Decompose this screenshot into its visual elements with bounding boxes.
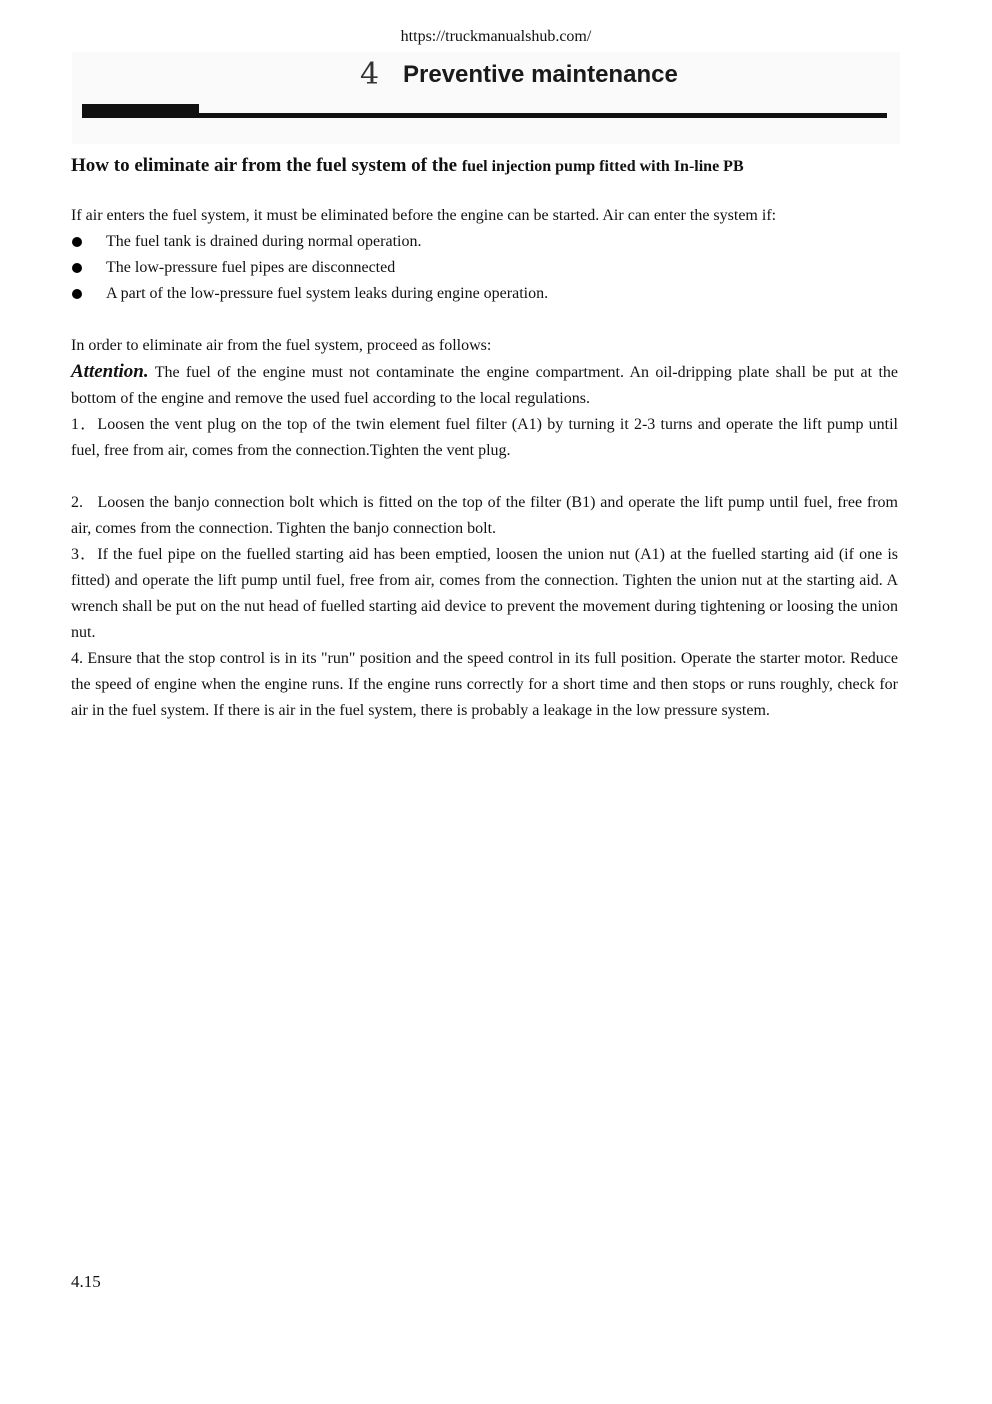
page-number: 4.15	[71, 1272, 101, 1291]
attention-label: Attention.	[71, 361, 149, 382]
step-2: 2. Loosen the banjo connection bolt which is fitted on the top of the filter (B1) and operate the lift pump until fuel, free from air, comes from the connection. Tighten the banjo connection bolt.	[71, 494, 902, 537]
header-rule-thick	[82, 104, 199, 118]
attention-note	[71, 359, 898, 412]
attention-text: The fuel of the engine must not contaminate the engine compartment. An oil-dripping plate shall be put at the bottom of the engine and remove the used fuel according to the local regulations.	[71, 364, 898, 407]
cause-list	[71, 229, 898, 307]
list-item	[71, 255, 898, 281]
chapter-number: 4	[360, 57, 380, 92]
intro-paragraph: If air enters the fuel system, it must be eliminated before the engine can be started. Air can enter the system if:	[71, 207, 777, 224]
section-heading-main: How to eliminate air from the fuel system of the	[71, 155, 462, 176]
list-item	[71, 229, 898, 255]
bullet-icon	[72, 237, 82, 247]
chapter-title: Preventive maintenance	[403, 61, 678, 88]
step-1: 1．Loosen the vent plug on the top of the twin element fuel filter (A1) by turning it 2-3 turns and operate the lift pump until fuel, free from air, comes from the connection.Tighten the vent plug.	[71, 416, 898, 459]
list-item-text: The fuel tank is drained during normal operation.	[106, 233, 422, 250]
section-heading	[71, 153, 901, 180]
step-3: 3．If the fuel pipe on the fuelled starting aid has been emptied, loosen the union nut (A1) at the fuelled starting aid (if one is fitted) and operate the lift pump until fuel, free from air, comes from the connection. Tighten the union nut at the starting aid. A wrench shall be put on the nut head of fuelled starting aid device to prevent the movement during tightening or loosing the union nut.	[71, 546, 898, 641]
list-item-text: A part of the low-pressure fuel system leaks during engine operation.	[106, 285, 549, 302]
paragraph-gap	[71, 307, 898, 333]
list-item	[71, 281, 898, 307]
procedure-lead: In order to eliminate air from the fuel system, proceed as follows:	[71, 337, 492, 354]
step-4: 4. Ensure that the stop control is in its "run" position and the speed control in its full position. Operate the starter motor. Reduce the speed of engine when the engine runs. If the engine runs correctly for a short time and then stops or runs roughly, check for air in the fuel system. If there is air in the fuel system, there is probably a leakage in the low pressure system.	[71, 650, 898, 719]
list-item-text: The low-pressure fuel pipes are disconnected	[106, 259, 396, 276]
bullet-icon	[72, 263, 82, 273]
section-heading-subject: fuel injection pump fitted with In-line PB	[461, 158, 744, 175]
source-url[interactable]: https://truckmanualshub.com/	[400, 28, 592, 45]
bullet-icon	[72, 289, 82, 299]
paragraph-gap	[71, 464, 898, 490]
document-body	[71, 203, 902, 724]
header-rule-thin	[199, 113, 887, 118]
